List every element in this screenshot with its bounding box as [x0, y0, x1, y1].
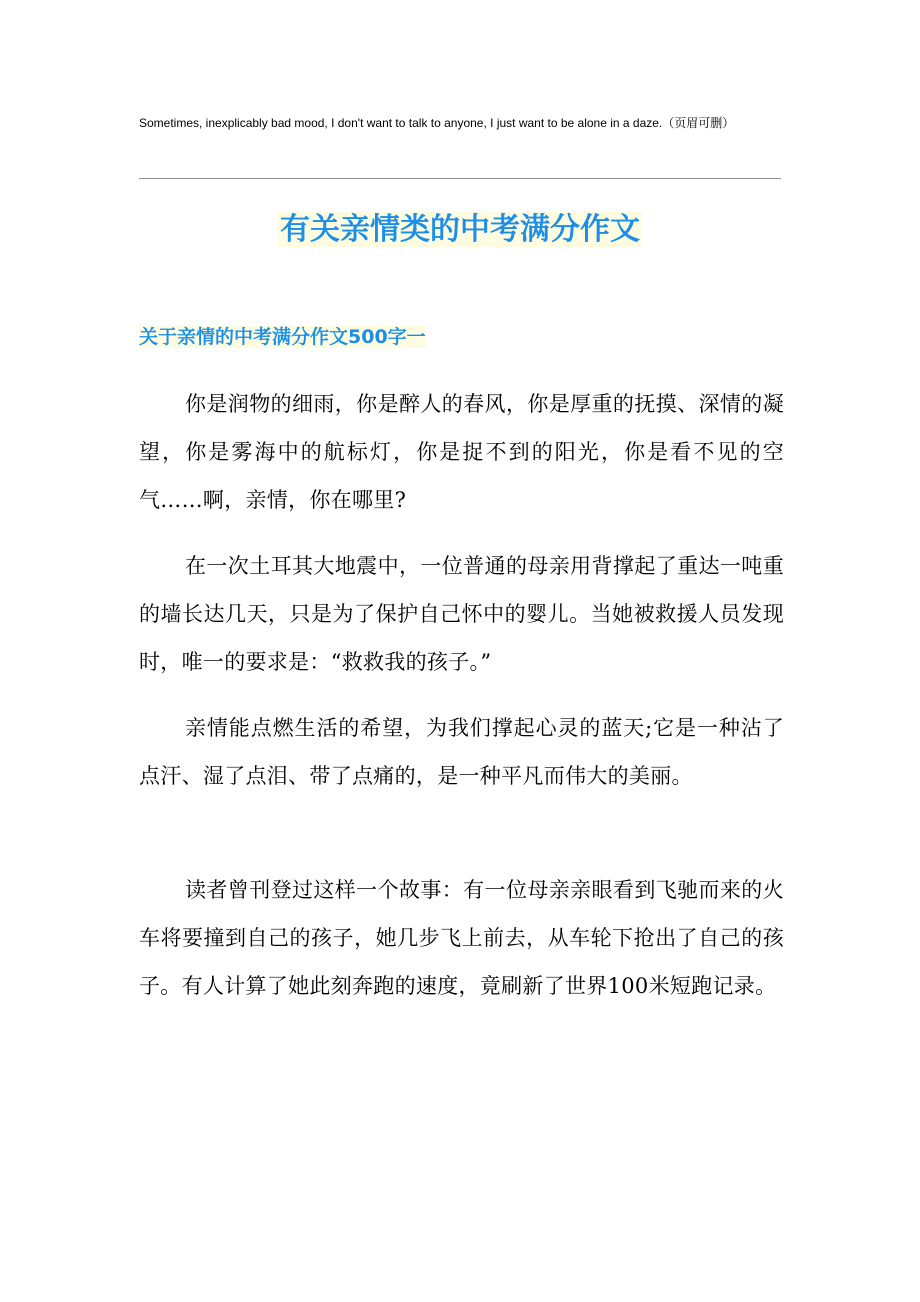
- header-note: Sometimes, inexplicably bad mood, I don't want to talk to anyone, I just want to be alone in a daze.（页眉可删）: [139, 116, 735, 130]
- paragraph-4: 读者曾刊登过这样一个故事：有一位母亲亲眼看到飞驰而来的火车将要撞到自己的孩子，她几步飞上前去，从车轮下抢出了自己的孩子。有人计算了她此刻奔跑的速度，竟刷新了世界100米短跑记录。: [139, 878, 784, 998]
- paragraph-1: 你是润物的细雨，你是醉人的春风，你是厚重的抚摸、深情的凝望，你是雾海中的航标灯，你是捉不到的阳光，你是看不见的空气……啊，亲情，你在哪里?: [139, 392, 784, 512]
- document-title-text: 有关亲情类的中考满分作文: [280, 212, 640, 247]
- document-title: [0, 208, 920, 252]
- section-heading: [139, 323, 426, 351]
- paragraph-3: 亲情能点燃生活的希望，为我们撑起心灵的蓝天;它是一种沾了点汗、湿了点泪、带了点痛的，是一种平凡而伟大的美丽。: [139, 716, 784, 788]
- header-divider: [139, 178, 781, 179]
- paragraph-2: 在一次土耳其大地震中，一位普通的母亲用背撑起了重达一吨重的墙长达几天，只是为了保护自己怀中的婴儿。当她被救援人员发现时，唯一的要求是：“救救我的孩子。”: [139, 554, 784, 674]
- section-heading-text: 关于亲情的中考满分作文500字一: [139, 326, 426, 348]
